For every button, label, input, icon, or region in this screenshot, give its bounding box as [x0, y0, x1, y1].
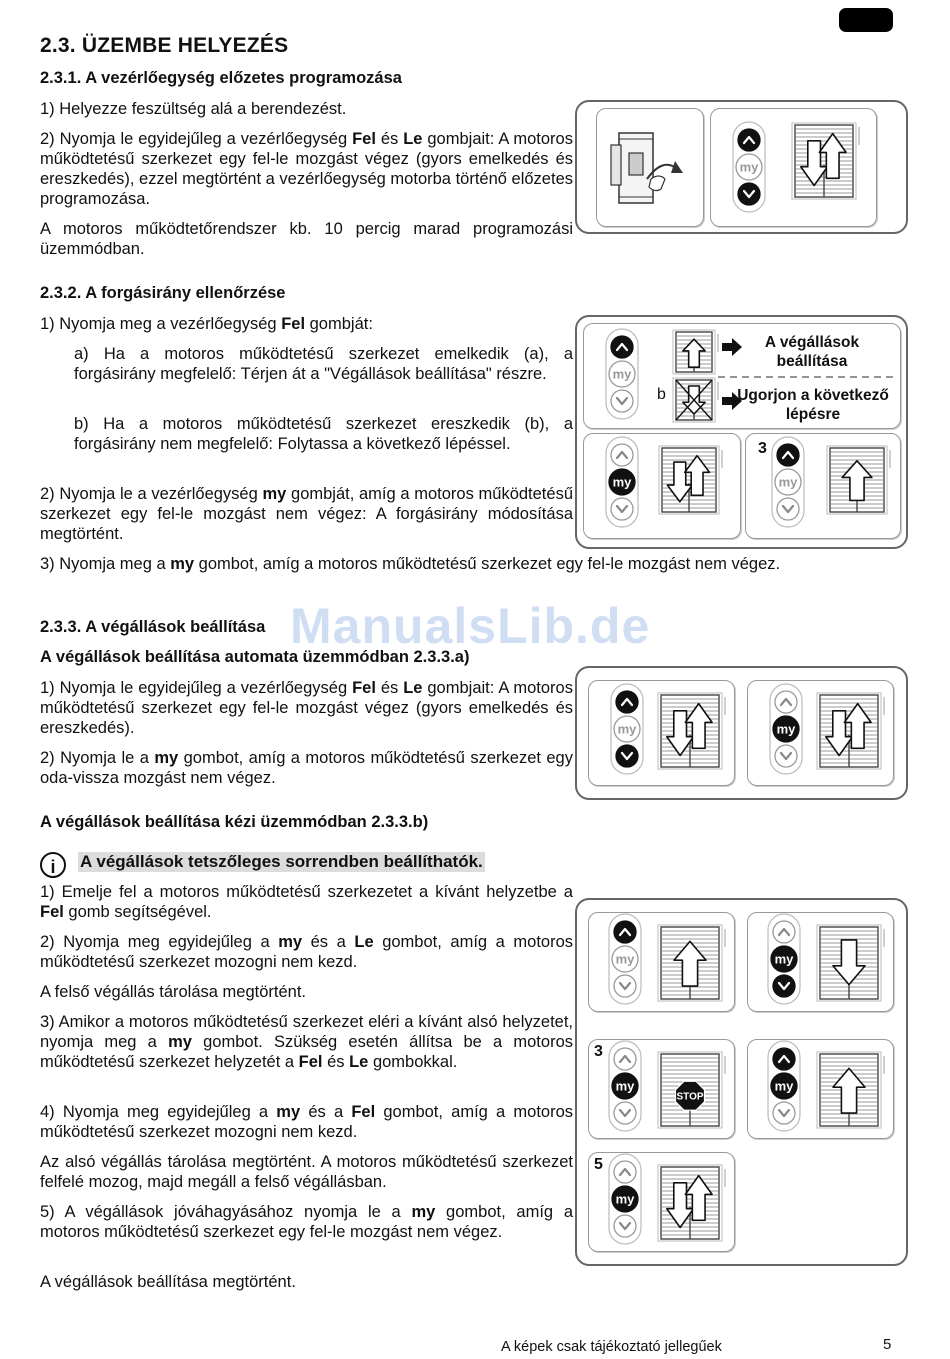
footer-note: A képek csak tájékoztató jellegűek: [501, 1339, 722, 1355]
direction-check-panel: [583, 323, 901, 429]
updown-press-panel: [588, 680, 735, 786]
paragraph: A felső végállás tárolása megtörtént.: [40, 983, 306, 1001]
shutter-down-icon: [748, 913, 893, 1011]
shutter-updown-icon: [584, 434, 740, 538]
paragraph: 3) Nyomja meg a my gombot, amíg a motoros működtetésű szerkezet egy fel-le mozgást nem végez.: [40, 555, 781, 573]
label-a: A végállások beállítása: [764, 334, 860, 370]
my-press-panel: [583, 433, 741, 539]
page-number: 5: [883, 1336, 892, 1353]
paragraph: 1) Emelje fel a motoros működtetésű szerkezetet a kívánt helyzetbe a Fel gomb segítségével.: [40, 883, 573, 921]
paragraph: 2) Nyomja le a my gombot, amíg a motoros működtetésű szerkezet egy oda-vissza mozgást nem végez.: [40, 749, 573, 787]
shutter-updown-icon: [589, 681, 734, 785]
my-press-panel: [747, 680, 894, 786]
stop-sign-label: STOP: [676, 1091, 704, 1103]
my-button-label: my: [776, 721, 796, 737]
my-button-label: my: [739, 159, 759, 175]
info-icon: i: [40, 852, 66, 878]
paragraph: A végállások beállítása megtörtént.: [40, 1273, 296, 1291]
my-button-label: my: [615, 1191, 635, 1207]
info-text: A végállások tetszőleges sorrendben beállíthatók.: [80, 852, 483, 871]
figure-2-3-2: [575, 315, 908, 549]
my-button-label: my: [774, 1078, 794, 1094]
step-1-panel: [588, 912, 735, 1012]
paragraph: Az alsó végállás tárolása megtörtént. A motoros működtetésű szerkezet felfelé mozog, majd megáll a felső végállásban.: [40, 1153, 573, 1191]
step-number: 3: [758, 440, 767, 457]
paragraph: a) Ha a motoros működtetésű szerkezet emelkedik (a), a forgásirány megfelelő: Térjen át a "Végállások beállítása" részre.: [74, 345, 573, 383]
paragraph: 1) Helyezze feszültség alá a berendezést.: [40, 100, 347, 118]
paragraph: A motoros működtetőrendszer kb. 10 percig marad programozási üzemmódban.: [40, 220, 573, 258]
page-tab-marker: [839, 8, 893, 32]
shutter-up-icon: [746, 434, 900, 538]
step-2-panel: [747, 912, 894, 1012]
step-3-panel: [745, 433, 901, 539]
paragraph: 2) Nyomja le a vezérlőegység my gombját, amíg a motoros működtetésű szerkezet egy fel-le mozgást nem végez: A forgásirány módosítása megtörtént.: [40, 485, 573, 543]
label-b-mark: b: [657, 386, 666, 403]
paragraph: 3) Amikor a motoros működtetésű szerkezet eléri a kívánt alsó helyzetet, nyomja meg a my gombot. Szükség esetén állítsa be a motoros működtetésű szerkezet helyzetét a Fel és Le gombokkal.: [40, 1013, 573, 1071]
shutter-updown-icon: [589, 1153, 734, 1251]
step-4-panel: [747, 1039, 894, 1139]
label-b: Ugorjon a következő lépésre: [737, 387, 889, 423]
section-title: 2.3. ÜZEMBE HELYEZÉS: [40, 34, 289, 57]
step-3-panel: [588, 1039, 735, 1139]
shutter-updown-icon: [711, 109, 876, 226]
shutter-up-icon: [589, 913, 734, 1011]
circuit-breaker-icon: [597, 109, 703, 226]
my-button-label: my: [612, 366, 632, 382]
heading-2-3-2: 2.3.2. A forgásirány ellenőrzése: [40, 284, 286, 302]
heading-auto-mode: A végállások beállítása automata üzemmódban 2.3.3.a): [40, 648, 470, 666]
shutter-stop-icon: [589, 1040, 734, 1138]
shutter-updown-icon: [748, 681, 893, 785]
paragraph: 2) Nyomja meg egyidejűleg a my és a Le gombot, amíg a motoros működtetésű szerkezet mozogni nem kezd.: [40, 933, 573, 971]
paragraph: 1) Nyomja le egyidejűleg a vezérlőegység Fel és Le gombjait: A motoros működtetésű szerkezet egy fel-le mozgást végez (gyors emelkedés és ereszkedés).: [40, 679, 573, 737]
shutter-up-icon: [748, 1040, 893, 1138]
step-5-panel: [588, 1152, 735, 1252]
figure-2-3-3-a: [575, 666, 908, 800]
circuit-breaker-panel: [596, 108, 704, 227]
my-button-label: my: [612, 474, 632, 490]
paragraph: 5) A végállások jóváhagyásához nyomja le a my gombot, amíg a motoros működtetésű szerkezet egy fel-le mozgást nem végez.: [40, 1203, 574, 1241]
figure-2-3-1: [575, 100, 908, 234]
heading-2-3-1: 2.3.1. A vezérlőegység előzetes programozása: [40, 69, 402, 87]
my-button-label: my: [617, 721, 637, 737]
step-number: 3: [594, 1043, 603, 1060]
paragraph: b) Ha a motoros működtetésű szerkezet ereszkedik (b), a forgásirány nem megfelelő: Folytassa a következő lépéssel.: [74, 415, 573, 453]
paragraph: 1) Nyomja meg a vezérlőegység Fel gombját:: [40, 315, 373, 333]
watermark: ManualsLib.de: [290, 598, 651, 654]
paragraph: 2) Nyomja le egyidejűleg a vezérlőegység Fel és Le gombjait: A motoros működtetésű szerkezet egy fel-le mozgást végez (gyors emelkedés és ereszkedés), ezzel megtörtént a vezérlőegység motorba történő előzetes programozása.: [40, 130, 573, 208]
heading-2-3-3: 2.3.3. A végállások beállítása: [40, 618, 266, 636]
paragraph: 4) Nyomja meg egyidejűleg a my és a Fel gombot, amíg a motoros működtetésű szerkezet mozogni nem kezd.: [40, 1103, 574, 1141]
heading-manual-mode: A végállások beállítása kézi üzemmódban 2.3.3.b): [40, 813, 429, 831]
remote-updown-panel: [710, 108, 877, 227]
my-button-label: my: [615, 951, 635, 967]
my-button-label: my: [615, 1078, 635, 1094]
figure-2-3-3-b: [575, 898, 908, 1266]
my-button-label: my: [774, 951, 794, 967]
step-number: 5: [594, 1156, 603, 1173]
my-button-label: my: [778, 474, 798, 490]
